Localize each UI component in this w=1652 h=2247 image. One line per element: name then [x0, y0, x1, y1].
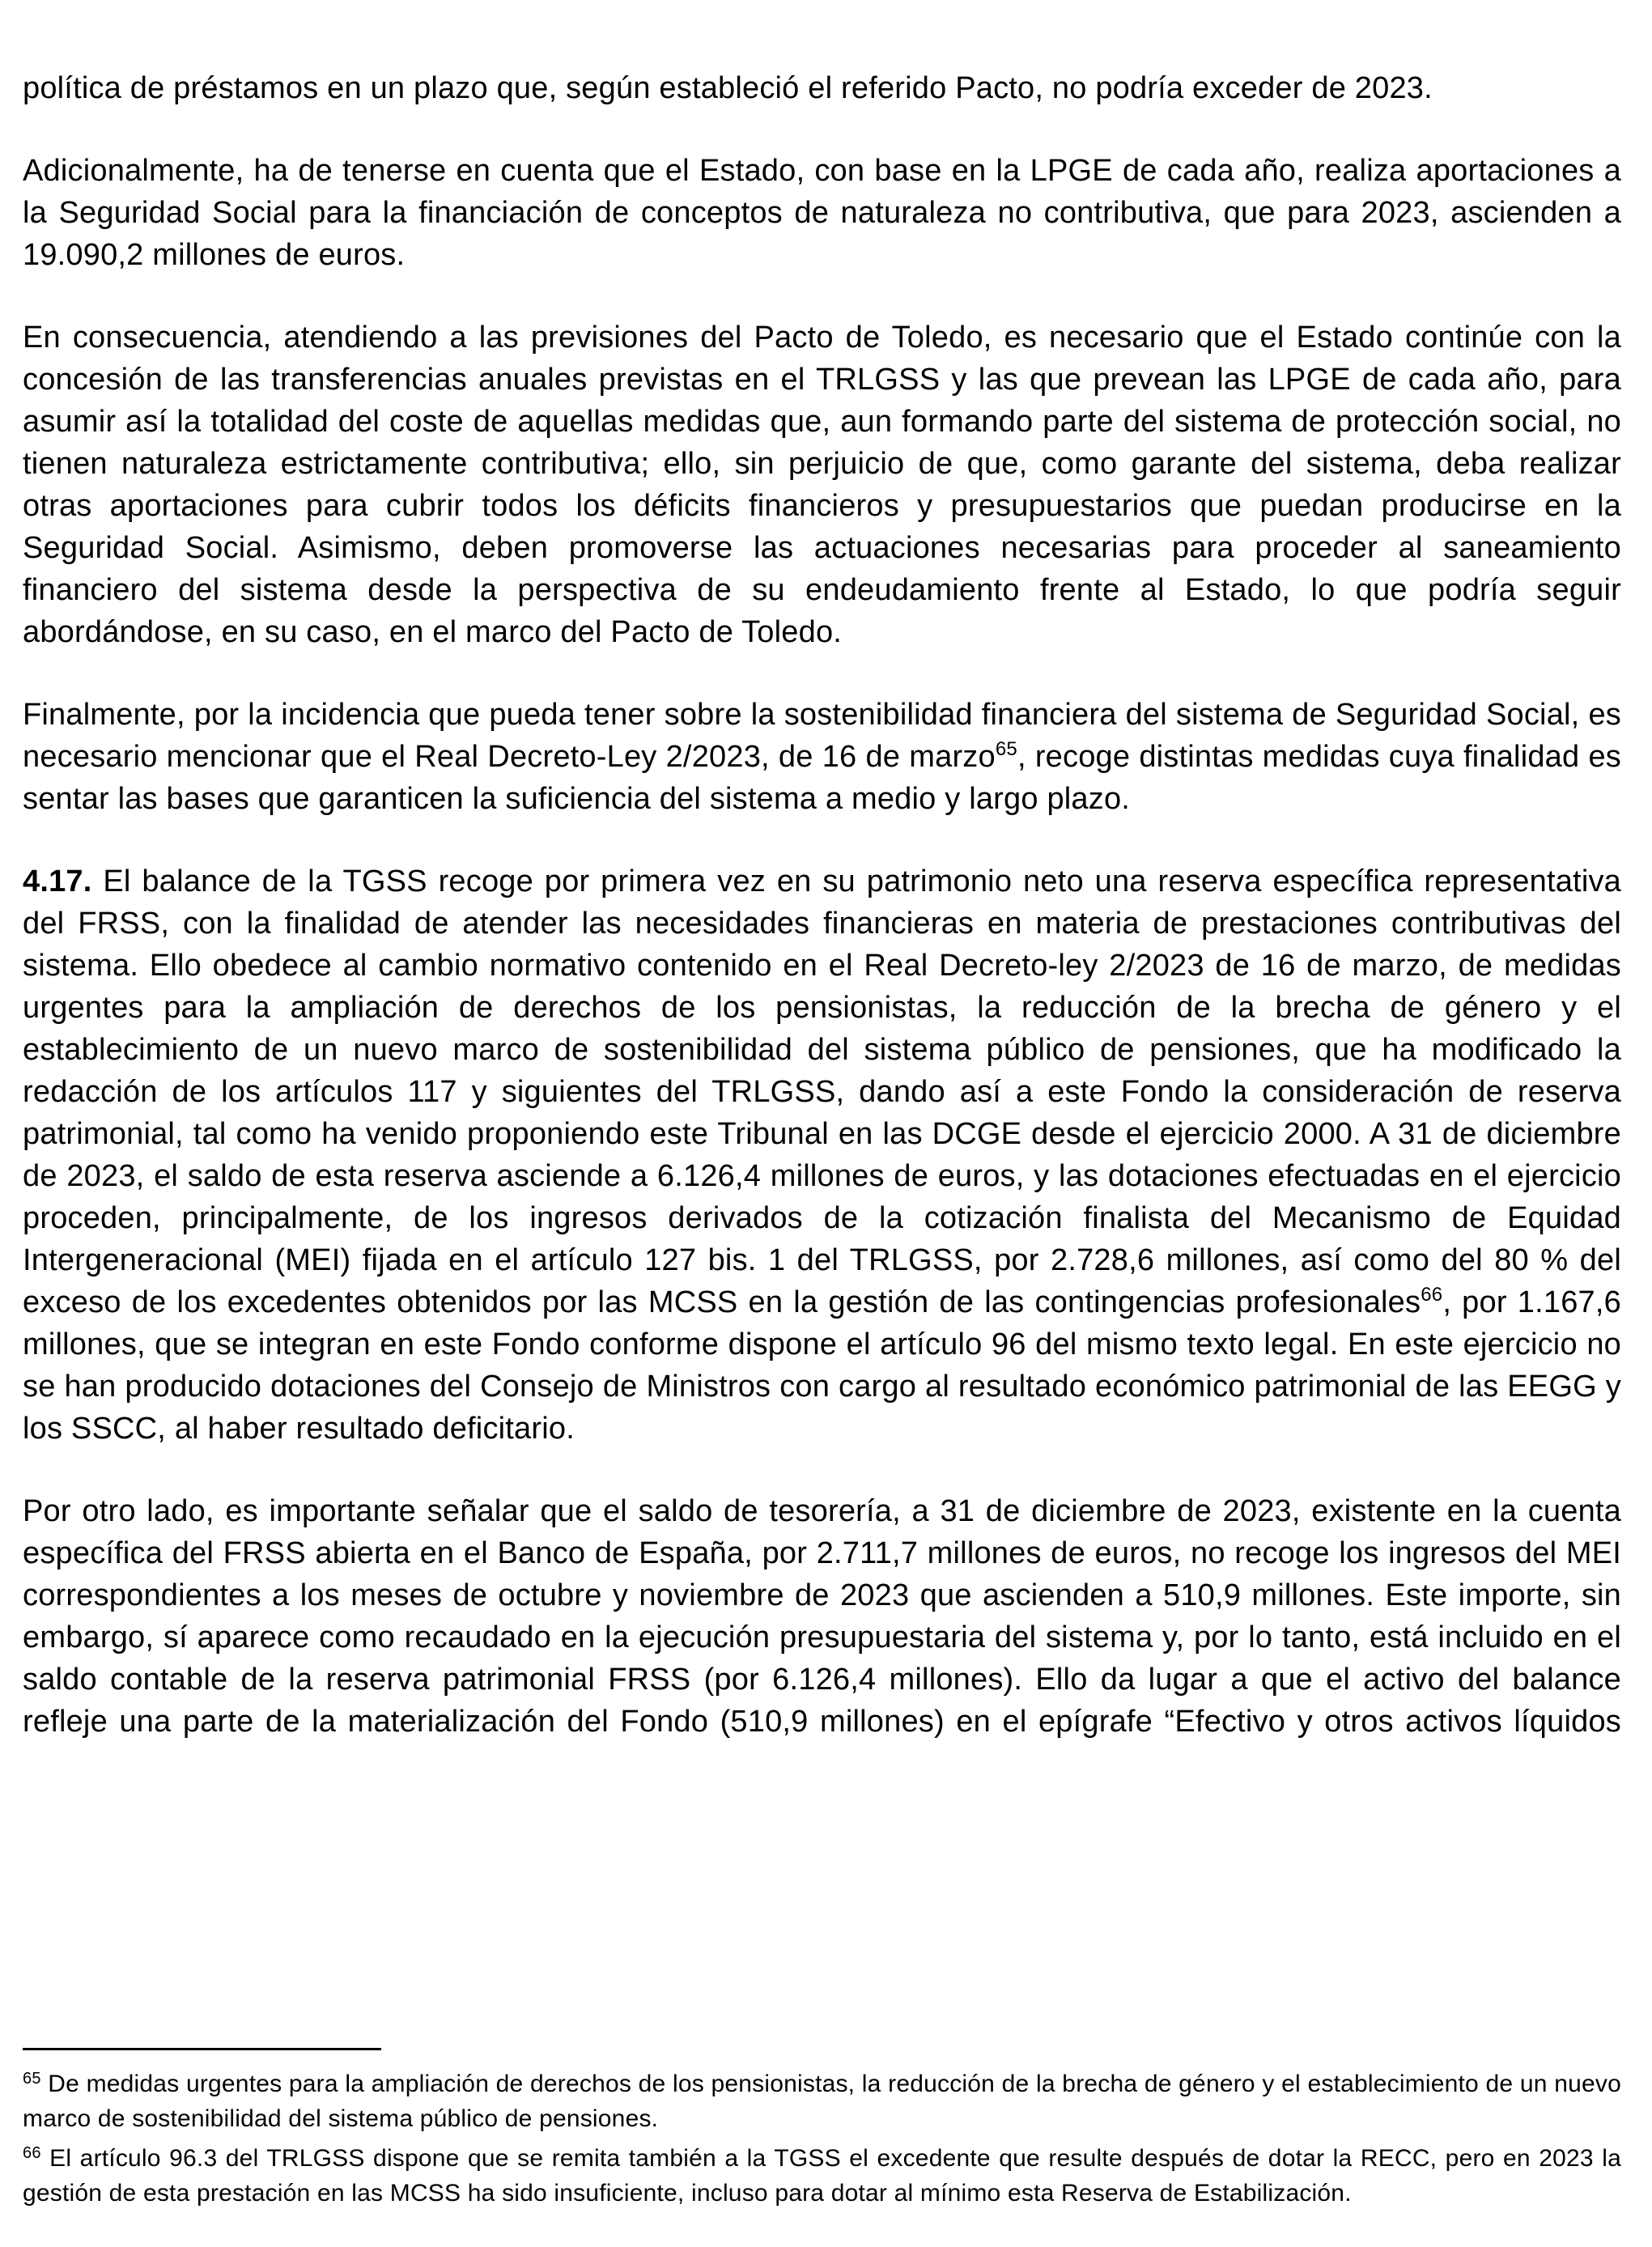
footnote: [23, 2066, 1621, 2136]
footnotes: [23, 2066, 1621, 2211]
footnote-reference: 65: [995, 738, 1017, 760]
text-run: , recoge distintas medidas cuya finalidad es sentar las bases que garanticen la suficiencia del sistema a medio y largo plazo.: [23, 740, 1621, 816]
text-run: Adicionalmente, ha de tenerse en cuenta que el Estado, con base en la LPGE de cada año, realiza aportaciones a la Seguridad Social para la financiación de conceptos de naturaleza no contributiva, que para 2023, ascienden a 19.090,2 millones de euros.: [23, 154, 1621, 272]
footnote-marker: 65: [23, 2070, 41, 2088]
footnote-text: De medidas urgentes para la ampliación de derechos de los pensionistas, la reducción de la brecha de género y el establecimiento de un nuevo marco de sostenibilidad del sistema público de pensiones.: [23, 2071, 1621, 2132]
text-run: El balance de la TGSS recoge por primera vez en su patrimonio neto una reserva específica representativa del FRSS, con la finalidad de atender las necesidades financieras en materia de prestaciones contributivas del sistema. Ello obedece al cambio normativo contenido en el Real Decreto-ley 2/2023 de 16 de marzo, de medidas urgentes para la ampliación de derechos de los pensionistas, la reducción de la brecha de género y el establecimiento de un nuevo marco de sostenibilidad del sistema público de pensiones, que ha modificado la redacción de los artículos 117 y siguientes del TRLGSS, dando así a este Fondo la consideración de reserva patrimonial, tal como ha venido proponiendo este Tribunal en las DCGE desde el ejercicio 2000. A 31 de diciembre de 2023, el saldo de esta reserva asciende a 6.126,4 millones de euros, y las dotaciones efectuadas en el ejercicio proceden, principalmente, de los ingresos derivados de la cotización finalista del Mecanismo de Equidad Intergeneracional (MEI) fijada en el artículo 127 bis. 1 del TRLGSS, por 2.728,6 millones, así como del 80 % del exceso de los excedentes obtenidos por las MCSS en la gestión de las contingencias profesionales: [23, 864, 1621, 1319]
text-run: En consecuencia, atendiendo a las previsiones del Pacto de Toledo, es necesario que el Estado continúe con la concesión de las transferencias anuales previstas en el TRLGSS y las que prevean las LPGE de cada año, para asumir así la totalidad del coste de aquellas medidas que, aun formando parte del sistema de protección social, no tienen naturaleza estrictamente contributiva; ello, sin perjuicio de que, como garante del sistema, deba realizar otras aportaciones para cubrir todos los déficits financieros y presupuestarios que puedan producirse en la Seguridad Social. Asimismo, deben promoverse las actuaciones necesarias para proceder al saneamiento financiero del sistema desde la perspectiva de su endeudamiento frente al Estado, lo que podría seguir abordándose, en su caso, en el marco del Pacto de Toledo.: [23, 321, 1621, 649]
text-run: Por otro lado, es importante señalar que el saldo de tesorería, a 31 de diciembre de 2023, existente en la cuenta específica del FRSS abierta en el Banco de España, por 2.711,7 millones de euros, no recoge los ingresos del MEI correspondientes a los meses de octubre y noviembre de 2023 que ascienden a 510,9 millones. Este importe, sin embargo, sí aparece como recaudado en la ejecución presupuestaria del sistema y, por lo tanto, está incluido en el saldo contable de la reserva patrimonial FRSS (por 6.126,4 millones). Ello da lugar a que el activo del balance refleje una parte de la materialización del Fondo (510,9 millones) en el epígrafe “Efectivo y otros activos líquidos: [23, 1494, 1621, 1739]
footnote-separator: [23, 2048, 381, 2050]
paragraph: [23, 67, 1621, 109]
footnote-marker: 66: [23, 2144, 41, 2162]
document-body: [23, 67, 1621, 1743]
paragraph: [23, 1490, 1621, 1743]
paragraph: [23, 860, 1621, 1450]
text-run: política de préstamos en un plazo que, según estableció el referido Pacto, no podría exceder de 2023.: [23, 71, 1433, 105]
text-run: , por 1.167,6 millones, que se integran en este Fondo conforme dispone el artículo 96 del mismo texto legal. En este ejercicio no se han producido dotaciones del Consejo de Ministros con cargo al resultado económico patrimonial de las EEGG y los SSCC, al haber resultado deficitario.: [23, 1285, 1621, 1446]
paragraph-number: 4.17.: [23, 864, 92, 898]
paragraph: [23, 694, 1621, 820]
paragraph: [23, 150, 1621, 276]
footnote-text: El artículo 96.3 del TRLGSS dispone que se remita también a la TGSS el excedente que resulte después de dotar la RECC, pero en 2023 la gestión de esta prestación en las MCSS ha sido insuficiente, incluso para dotar al mínimo esta Reserva de Estabilización.: [23, 2145, 1621, 2207]
footnote-reference: 66: [1421, 1284, 1443, 1306]
footnote-area: [23, 2048, 1621, 2211]
footnote: [23, 2141, 1621, 2211]
text-run: Finalmente, por la incidencia que pueda tener sobre la sostenibilidad financiera del sistema de Seguridad Social, es necesario mencionar que el Real Decreto-Ley 2/2023, de 16 de marzo: [23, 698, 1621, 774]
paragraph: [23, 316, 1621, 653]
